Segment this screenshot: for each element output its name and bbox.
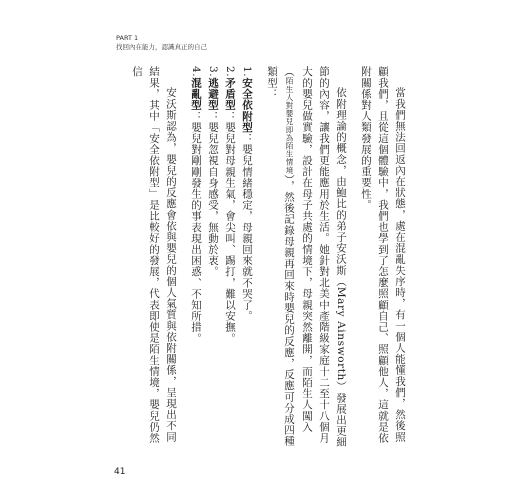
running-header [116,34,207,52]
list-desc: ：嬰兒忽視自身感受，無動於衷。 [207,110,219,278]
list-term: 混亂型 [190,77,202,111]
list-number: 3. [207,66,219,78]
list-term: 安全依附型 [241,77,253,133]
chapter-subtitle: 找回內在能力，認識真正的自己 [116,43,207,51]
paragraph-gap [255,66,263,450]
list-item [204,66,221,450]
paragraph-2-text-b: ）發展出更細節的內容，讓我們更能應用於生活。她針對北美中產階級家庭十二至十八個月大的嬰兒做實驗，設計在母子共處的情境下，母親突然離開，而陌生人闖入（ [283,66,347,448]
list-number: 1. [241,66,253,78]
paragraph-3: 安沃斯認為，嬰兒的反應會依與嬰兒的個人氣質與依附關係，呈現出不同結果，其中「安全依附型」是比較好的發展，代表即使是陌生情境，嬰兒仍然信 [131,66,177,444]
list-desc: ：嬰兒對母親生氣，會尖叫、踢打，難以安撫。 [224,110,236,344]
part-label: PART 1 [116,34,139,42]
page-number: 41 [114,467,126,477]
list-term: 矛盾型 [224,77,236,111]
paragraph-gap [179,66,187,450]
inline-note: 陌生人對嬰兒即為陌生情境 [285,77,294,175]
list-number: 2. [224,66,236,78]
list-item [221,66,238,450]
paragraph-2-text-c: ），然後記錄母親再回來時嬰兒的反應，反應可分成四種類型： [266,66,295,447]
list-term: 逃避型 [207,77,219,111]
paragraph-2-text-a: 依附理論的概念，由鮑比的弟子安沃斯（ [335,87,347,287]
list-item [187,66,204,450]
paragraph-gap [349,66,357,450]
author-name: Mary Ainsworth [335,286,347,381]
body-text [108,66,408,450]
list-item [238,66,255,450]
paragraph-1: 當我們無法回返內在狀態，處在混亂失序時，有一個人能懂我們，然後照顧我們，且從這個體驗中，我們也學到了怎麼照顧自己、照顧他人，這就是依附關係對人類發展的重要性。 [360,66,406,444]
list-desc: ：嬰兒情緒穩定，母親回來就不哭了。 [241,132,253,322]
list-desc: ：嬰兒對剛剛發生的事表現出困惑、不知所措。 [190,110,202,344]
list-number: 4. [190,66,202,78]
paragraph-2 [263,66,349,450]
